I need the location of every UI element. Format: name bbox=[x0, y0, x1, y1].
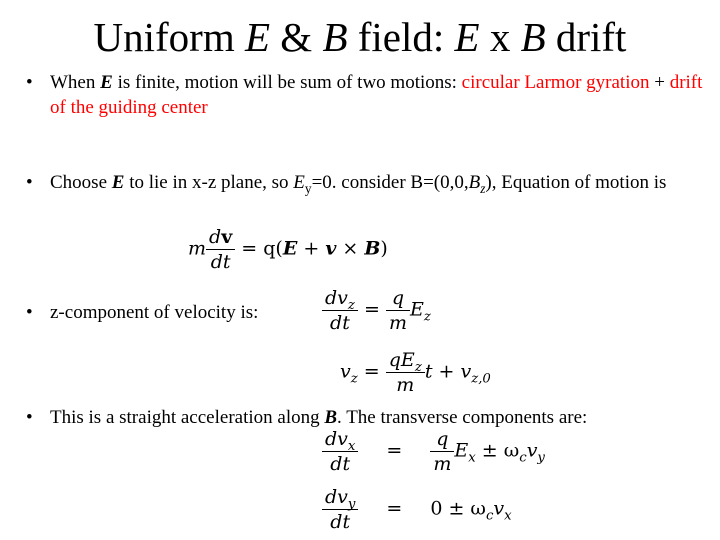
equation-dvx-dt: $\frac{dv_x}{dt}$ = $\frac{q}{m}$ $E_x \pm \omega_cv_y$ bbox=[322, 428, 545, 475]
bullet-text: Choose E to lie in x-z plane, so $E_y=0$. consider $B=(0,0,B_z)$, Equation of motion is bbox=[50, 172, 667, 196]
equation-dvy-dt: $\frac{dv_y}{dt}$ = $0 \pm \omega_cv_x$ bbox=[322, 486, 512, 533]
bullet-dot: • bbox=[26, 302, 33, 323]
bullet-text: When E is finite, motion will be sum of two motions: circular Larmor gyration + drift of the guiding center bbox=[50, 72, 703, 118]
red-text-drift: drift of the guiding center bbox=[50, 72, 703, 118]
equation-vz: $v_z$ = $\frac{qE_z}{m}$ $t + v_{z,0}$ bbox=[340, 349, 491, 396]
bullet-dot: • bbox=[26, 172, 33, 193]
bullet-text: This is a straight acceleration along B. The transverse components are: bbox=[50, 407, 588, 428]
equation-motion: m $\frac{dv}{dt}$ = q(E + v × B) bbox=[188, 226, 388, 273]
slide-title: Uniform E & B field: E x B drift bbox=[93, 14, 627, 60]
equation-dvz-dt: $\frac{dv_z}{dt}$ = $\frac{q}{m}$ $E_z$ bbox=[322, 287, 431, 334]
bullet-dot: • bbox=[26, 72, 33, 93]
red-text-larmor: circular Larmor gyration bbox=[461, 72, 650, 93]
bullet-text: z-component of velocity is: bbox=[50, 302, 259, 323]
bullet-dot: • bbox=[26, 407, 33, 428]
